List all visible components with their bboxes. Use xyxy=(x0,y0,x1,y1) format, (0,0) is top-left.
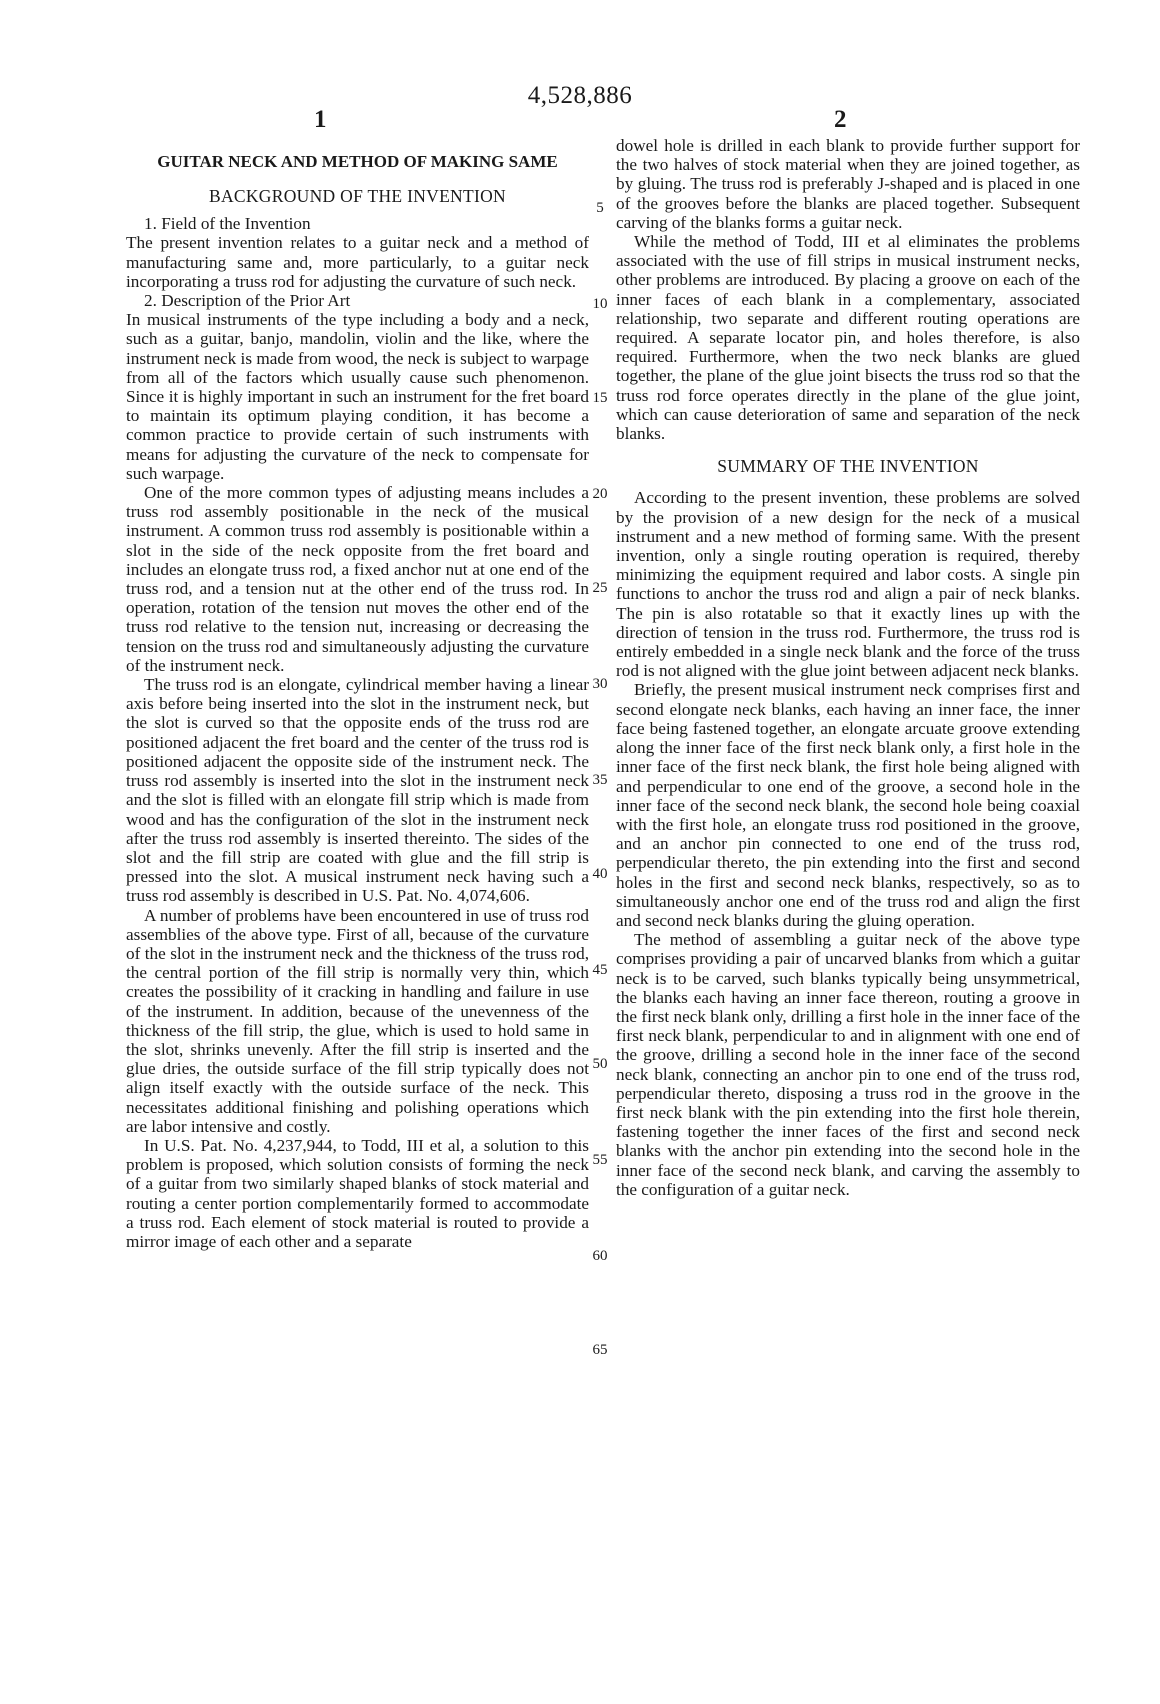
line-number: 65 xyxy=(592,1342,608,1358)
summary-paragraph-1: According to the present invention, these problems are solved by the provision of a new design for the neck of a musical instrument and a new method of forming same. With the present invention, only a single routing operation is required, thereby minimizing the equipment required and labor costs. A single pin functions to anchor the truss rod and align a pair of neck blanks. The pin is also rotatable so that it exactly lines up with the direction of tension in the truss rod. Furthermore, the truss rod is entirely embedded in a single neck blank and the force of the truss rod is not aligned with the glue joint between adjacent neck blanks. xyxy=(616,488,1080,681)
left-column xyxy=(126,132,589,1251)
prior-art-paragraph-5: In U.S. Pat. No. 4,237,944, to Todd, III et al, a solution to this problem is proposed, which solution consists of forming the neck of a guitar from two similarly shaped blanks of stock material and routing a center portion complementarily formed to accommodate a truss rod. Each element of stock material is routed to provide a mirror image of each other and a separate xyxy=(126,1135,589,1251)
line-number: 35 xyxy=(592,772,608,788)
line-number: 15 xyxy=(592,390,608,406)
line-number: 45 xyxy=(592,962,608,978)
summary-heading: SUMMARY OF THE INVENTION xyxy=(717,456,979,477)
line-number: 5 xyxy=(596,200,604,216)
line-number: 10 xyxy=(592,296,608,312)
prior-art-heading: 2. Description of the Prior Art xyxy=(144,291,351,311)
document-title: GUITAR NECK AND METHOD OF MAKING SAME xyxy=(157,152,558,171)
line-number: 50 xyxy=(592,1056,608,1072)
field-heading: 1. Field of the Invention xyxy=(144,214,311,234)
patent-number: 4,528,886 xyxy=(527,82,633,109)
background-heading: BACKGROUND OF THE INVENTION xyxy=(208,186,506,206)
summary-paragraph-2: Briefly, the present musical instrument neck comprises first and second elongate neck blanks, each having an inner face, the inner face being fastened together, an elongate arcuate groove extending along the inner face of the first neck blank only, a first hole in the inner face of the first neck blank, the first hole being aligned with and perpendicular to one end of the groove, a second hole in the inner face of the second neck blank, the second hole being coaxial with the first hole, an elongate truss rod positioned in the groove, and an anchor pin connected to one end of the truss rod, perpendicular thereto, the pin extending into the first and second holes in the first and second neck blanks, respectively, so as to simultaneously anchor one end of the truss rod and align the first and second neck blanks during the gluing operation. xyxy=(616,680,1080,930)
left-column-number: 1 xyxy=(314,106,327,133)
line-number: 60 xyxy=(592,1248,608,1264)
prior-art-paragraph-2: One of the more common types of adjusting means includes a truss rod assembly positionable in the neck of the musical instrument. A common truss rod assembly is positionable within a slot in the side of the neck opposite from the fret board and includes an elongate truss rod, a fixed anchor nut at one end of the truss rod, and a tension nut at the other end of the truss rod. In operation, rotation of the tension nut moves the other end of the truss rod relative to the tension nut, increasing or decreasing the tension on the truss rod and simultaneously adjusting the curvature of the instrument neck. xyxy=(126,483,589,675)
continuation-paragraph: dowel hole is drilled in each blank to provide further support for the two halves of stock material when they are joined together, as by gluing. The truss rod is preferably J-shaped and is placed in one of the grooves before the blanks are placed together. Subsequent carving of the blanks forms a guitar neck. xyxy=(616,136,1080,232)
prior-art-paragraph-4: A number of problems have been encountered in use of truss rod assemblies of the above type. First of all, because of the curvature of the slot in the instrument neck and the thickness of the truss rod, the central portion of the fill strip is normally very thin, which creates the possibility of it cracking in handling and failure in use of the instrument. In addition, because of the unevenness of the thickness of the fill strip, the glue, which is used to hold same in the slot, shrinks unevenly. After the fill strip is inserted and the glue dries, the outside surface of the fill strip typically does not align itself exactly with the outside surface of the neck. This necessitates additional finishing and polishing operations which are labor intensive and costly. xyxy=(126,905,589,1136)
line-number: 20 xyxy=(592,486,608,502)
prior-art-paragraph-3: The truss rod is an elongate, cylindrical member having a linear axis before being inserted into the slot in the instrument neck, but the slot is curved so that the opposite ends of the truss rod are positioned adjacent the fret board and the center of the truss rod is positioned adjacent the opposite side of the instrument neck. The truss rod assembly is inserted into the slot in the instrument neck and the slot is filled with an elongate fill strip which is made from wood and has the configuration of the slot in the instrument neck after the truss rod assembly is inserted thereinto. The sides of the slot and the fill strip are coated with glue and the fill strip is pressed into the slot. A musical instrument neck having such a truss rod assembly is described in U.S. Pat. No. 4,074,606. xyxy=(126,675,589,906)
line-number: 40 xyxy=(592,866,608,882)
prior-art-paragraph-6: While the method of Todd, III et al eliminates the problems associated with the use of fill strips in musical instrument necks, other problems are introduced. By placing a groove on each of the inner faces of each blank in a complementary, associated relationship, two separate and different routing operations are required. A separate locator pin, and holes therefore, is also required. Furthermore, when the two neck blanks are glued together, the plane of the glue joint bisects the truss rod so that the truss rod force operates directly in the plane of the glue joint, which can cause deterioration of same and separation of the neck blanks. xyxy=(616,232,1080,444)
right-column-number: 2 xyxy=(834,106,847,133)
summary-paragraph-3: The method of assembling a guitar neck of the above type comprises providing a pair of uncarved blanks from which a guitar neck is to be carved, such blanks typically being unsymmetrical, the blanks each having an inner face thereon, routing a groove in the first neck blank only, drilling a first hole in the inner face of the first neck blank, perpendicular to and in alignment with one end of the groove, drilling a second hole in the inner face of the second neck blank, connecting an anchor pin to one end of the truss rod, perpendicular thereto, disposing a truss rod in the groove in the first neck blank with the pin extending into the first hole therein, fastening together the inner faces of the first and second neck blanks with the anchor pin extending into the second hole in the inner face of the second neck blank, and carving the assembly to the configuration of a guitar neck. xyxy=(616,930,1080,1199)
line-number: 55 xyxy=(592,1152,608,1168)
field-paragraph: The present invention relates to a guitar neck and a method of manufacturing same and, more particularly, to a guitar neck incorporating a truss rod for adjusting the curvature of such neck. xyxy=(126,233,589,291)
line-number: 25 xyxy=(592,580,608,596)
right-column xyxy=(616,136,1080,1199)
line-number: 30 xyxy=(592,676,608,692)
prior-art-paragraph-1: In musical instruments of the type including a body and a neck, such as a guitar, banjo, mandolin, violin and the like, where the instrument neck is made from wood, the neck is subject to warpage from all of the factors which usually cause such phenomenon. Since it is highly important in such an instrument for the fret board to maintain its optimum playing condition, it has become a common practice to provide certain of such instruments with means for adjusting the curvature of the neck to compensate for such warpage. xyxy=(126,310,589,483)
